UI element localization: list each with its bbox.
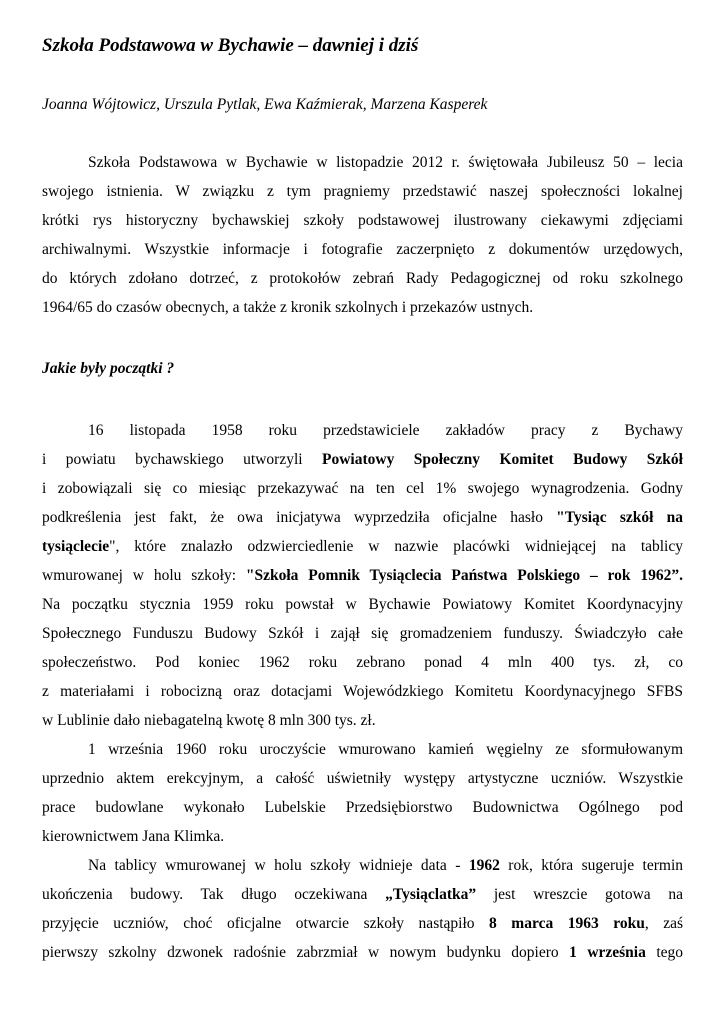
intro-paragraph [42, 148, 683, 322]
line-text: pierwszy szkolny dzwonek radośnie zabrzmiał w nowym budynku dopiero [42, 944, 570, 961]
line-text: rok, która sugeruje termin [499, 857, 683, 874]
line-text: jest wreszcie gotowa na [476, 886, 684, 903]
line-text: ", które znalazło odzwierciedlenie w nazwie placówki widniejącej na tablicy [109, 538, 683, 555]
history-paragraph-2 [42, 735, 683, 851]
line-text: ukończenia budowy. Tak długo oczekiwana [42, 886, 386, 903]
line-text: , zaś [644, 915, 684, 932]
paragraph-line [42, 851, 683, 880]
paragraph-line: z materiałami i robocizną oraz dotacjami Wojewódzkiego Komitetu Koordynacyjnego SFBS [42, 683, 683, 700]
paragraph-line: Społecznego Funduszu Budowy Szkół i zajął się gromadzeniem funduszy. Świadczyło całe [42, 625, 683, 642]
document-title: Szkoła Podstawowa w Bychawie – dawniej i dziś [42, 35, 419, 56]
paragraph-line: 16 listopada 1958 roku przedstawiciele zakładów pracy z Bychawy [88, 422, 683, 439]
first-bell-date: 1 września [569, 944, 646, 961]
authors-line: Joanna Wójtowicz, Urszula Pytlak, Ewa Kaźmierak, Marzena Kasperek [42, 96, 488, 113]
paragraph-line: kierownictwem Jana Klimka. [42, 828, 225, 845]
line-text: wmurowanej w holu szkoły: [42, 567, 246, 584]
history-paragraph-3 [42, 851, 683, 967]
paragraph-line [42, 938, 683, 967]
paragraph-line: 1 września 1960 roku uroczyście wmurowano kamień węgielny ze sformułowanym [88, 741, 683, 758]
slogan-end: tysiąclecie [42, 538, 110, 555]
paragraph-line: do których zdołano dotrzeć, z protokołów zebrań Rady Pedagogicznej od roku szkolnego [42, 270, 683, 287]
section-heading: Jakie były początki ? [42, 360, 175, 377]
paragraph-line: i zobowiązali się co miesiąc przekazywać na ten cel 1% swojego wynagrodzenia. Godny [42, 480, 683, 497]
paragraph-line [42, 880, 683, 909]
paragraph-line: społeczeństwo. Pod koniec 1962 roku zebrano ponad 4 mln 400 tys. zł, co [42, 654, 683, 671]
paragraph-line: w Lublinie dało niebagatelną kwotę 8 mln 300 tys. zł. [42, 712, 376, 729]
plaque-year: 1962 [468, 857, 500, 874]
school-nickname: „Tysiąclatka” [385, 886, 477, 903]
paragraph-line [42, 561, 683, 590]
paragraph-line: 1964/65 do czasów obecnych, a także z kronik szkolnych i przekazów ustnych. [42, 299, 534, 316]
line-text: tego [645, 944, 683, 961]
paragraph-line [42, 503, 683, 532]
line-text: podkreślenia jest fakt, że owa inicjatywa wyprzedziła oficjalne hasło [42, 509, 557, 526]
plaque-inscription: "Szkoła Pomnik Tysiąclecia Państwa Polskiego – rok 1962”. [245, 567, 684, 584]
line-text: i powiatu bychawskiego utworzyli [42, 451, 322, 468]
paragraph-line: Na początku stycznia 1959 roku powstał w Bychawie Powiatowy Komitet Koordynacyjny [42, 596, 683, 613]
paragraph-line: archiwalnymi. Wszystkie informacje i fotografie zaczerpnięto z dokumentów urzędowych, [42, 241, 683, 258]
line-text: przyjęcie uczniów, choć oficjalne otwarcie szkoły nastąpiło [42, 915, 490, 932]
paragraph-line [42, 532, 683, 561]
opening-date: 8 marca 1963 roku [489, 915, 645, 932]
paragraph-line: swojego istnienia. W związku z tym pragniemy przedstawić naszej społeczności lokalnej [42, 183, 683, 200]
paragraph-line [42, 909, 683, 938]
paragraph-line: prace budowlane wykonało Lubelskie Przedsiębiorstwo Budownictwa Ogólnego pod [42, 799, 683, 816]
line-text: Na tablicy wmurowanej w holu szkoły widnieje data - [88, 857, 469, 874]
paragraph-line [42, 445, 683, 474]
slogan-start: "Tysiąc szkół na [556, 509, 683, 526]
committee-name: Powiatowy Społeczny Komitet Budowy Szkół [322, 451, 683, 468]
history-paragraph-1 [42, 416, 683, 735]
paragraph-line: uprzednio aktem erekcyjnym, a całość uświetniły występy artystyczne uczniów. Wszystkie [42, 770, 683, 787]
paragraph-line: Szkoła Podstawowa w Bychawie w listopadzie 2012 r. świętowała Jubileusz 50 – lecia [88, 154, 683, 171]
paragraph-line: krótki rys historyczny bychawskiej szkoły podstawowej ilustrowany ciekawymi zdjęciami [42, 212, 683, 229]
